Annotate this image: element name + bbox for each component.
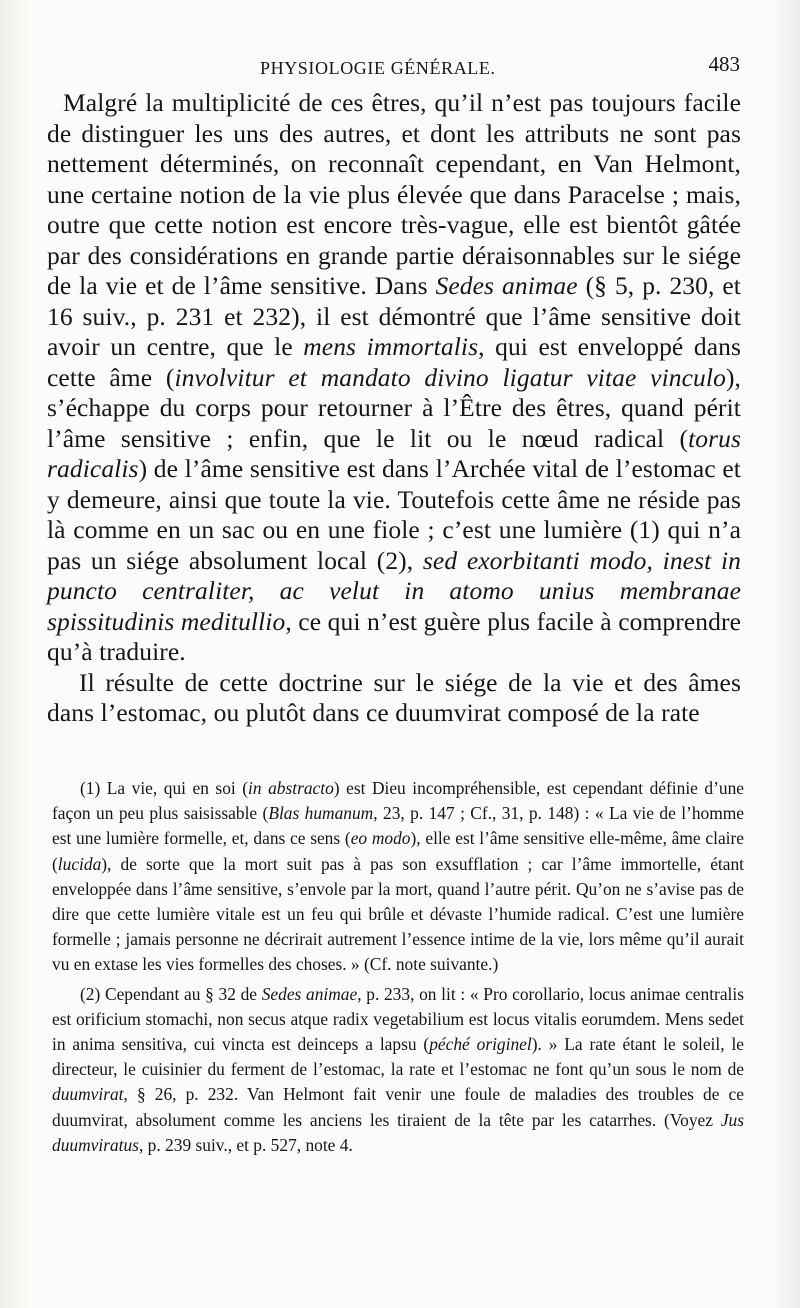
text-run: , 23, p. 147 ; Cf., 31, p. 148) : « La vie de l’homme est une lumière formelle, et, dans ce sens ( <box>52 803 744 849</box>
footnotes <box>52 776 744 1160</box>
text-run: , p. 239 suiv., et p. 527, note 4. <box>138 1134 353 1155</box>
italic-phrase: péché originel <box>429 1034 532 1055</box>
italic-title: Jus duumviratus <box>52 1109 744 1155</box>
text-run: (1) La vie, qui en soi ( <box>80 778 249 798</box>
italic-phrase: lucida <box>57 853 102 874</box>
italic-title: Blas humanum <box>268 803 374 824</box>
footnote-2 <box>52 982 744 1158</box>
running-head: PHYSIOLOGIE GÉNÉRALE. <box>260 58 496 78</box>
page-header <box>50 52 740 86</box>
italic-title: Sedes animae <box>435 271 578 300</box>
italic-phrase: eo modo <box>350 828 411 849</box>
text-run: (2) Cependant au § 32 de <box>80 983 262 1004</box>
paragraph-1 <box>47 88 741 668</box>
italic-phrase: mens immortalis <box>303 332 479 361</box>
italic-phrase: duumvirat <box>52 1084 124 1105</box>
main-text <box>47 88 741 729</box>
text-run: ), elle est l’âme sensitive elle-même, âme claire ( <box>52 828 744 874</box>
footnote-1 <box>52 776 744 978</box>
italic-phrase: torus radicalis <box>47 423 741 483</box>
text-run: , § 26, p. 232. Van Helmont fait venir une foule de maladies des troubles de ce duumvirat, absolument comme les anciens les tiraient de la tête par les catarrhes. (Voyez <box>52 1084 744 1130</box>
italic-phrase: involvitur et mandato divino ligatur vitae vinculo <box>174 362 726 392</box>
paragraph-2: Il résulte de cette doctrine sur le siége de la vie et des âmes dans l’estomac, ou plutôt dans ce duumvirat composé de la rate <box>47 667 741 727</box>
page-number: 483 <box>708 52 740 76</box>
text-run: ), s’échappe du corps pour retourner à l’Être des êtres, quand périt l’âme sensitive ; enfin, que le lit ou le nœud radical ( <box>47 362 742 453</box>
text-run: ), de sorte que la mort suit pas à pas son exsufflation ; car l’âme immortelle, étant enveloppée dans l’âme sensitive, s’envole par la mort, quand l’autre périt. Qu’on ne s’avise pas de dire que cette lumière vitale est un feu qui brûle et dévaste l’humide radical. C’est une lumière formelle ; jamais personne ne décrirait autrement l’essence intime de la vie, lors même qu’il aurait vu en extase les vies formelles des choses. » (Cf. note suivante.) <box>52 853 744 975</box>
text-run: ) de l’âme sensitive est dans l’Archée vital de l’estomac et y demeure, ainsi que toute la vie. Toutefois cette âme ne réside pas là comme en un sac ou en une fiole ; c’est une lumière (1) qui n’a pas un siége absolument local (2), <box>47 454 741 575</box>
text-run: , p. 233, on lit : « Pro corollario, locus animae centralis est orificium stomachi, non secus atque radix vegetabilium est locus vitalis eorumdem. Mens sedet in anima sensitiva, cui vincta est deinceps a lapsu ( <box>52 983 744 1055</box>
text-run: , ce qui n’est guère plus facile à comprendre qu’à traduire. <box>47 606 741 666</box>
text-run: ). » La rate étant le soleil, le directeur, le cuisinier du ferment de l’estomac, la rate et l’estomac ne font qu’un sous le nom de <box>52 1034 744 1080</box>
italic-phrase: in abstracto <box>248 778 334 798</box>
italic-quote: sed exorbitanti modo, inest in puncto centraliter, ac velut in atomo unius membranae spissitudinis meditullio <box>47 545 741 636</box>
text-run: Malgré la multiplicité de ces êtres, qu’il n’est pas toujours facile de distinguer les uns des autres, et dont les attributs ne sont pas nettement déterminés, on reconnaît cependant, en Van Helmont, une certaine notion de la vie plus élevée que dans Paracelse ; mais, outre que cette notion est encore très-vague, elle est bientôt gâtée par des considérations en grande partie déraisonnables sur le siége de la vie et de l’âme sensitive. Dans <box>47 88 741 300</box>
text-run: ) est Dieu incompréhensible, est cependant définie d’une façon un peu plus saisissable ( <box>52 778 744 824</box>
text-run: (§ 5, p. 230, et 16 suiv., p. 231 et 232), il est démontré que l’âme sensitive doit avoir un centre, que le <box>47 271 741 361</box>
italic-title: Sedes animae <box>261 983 358 1004</box>
text-run: , qui est enveloppé dans cette âme ( <box>47 332 741 392</box>
